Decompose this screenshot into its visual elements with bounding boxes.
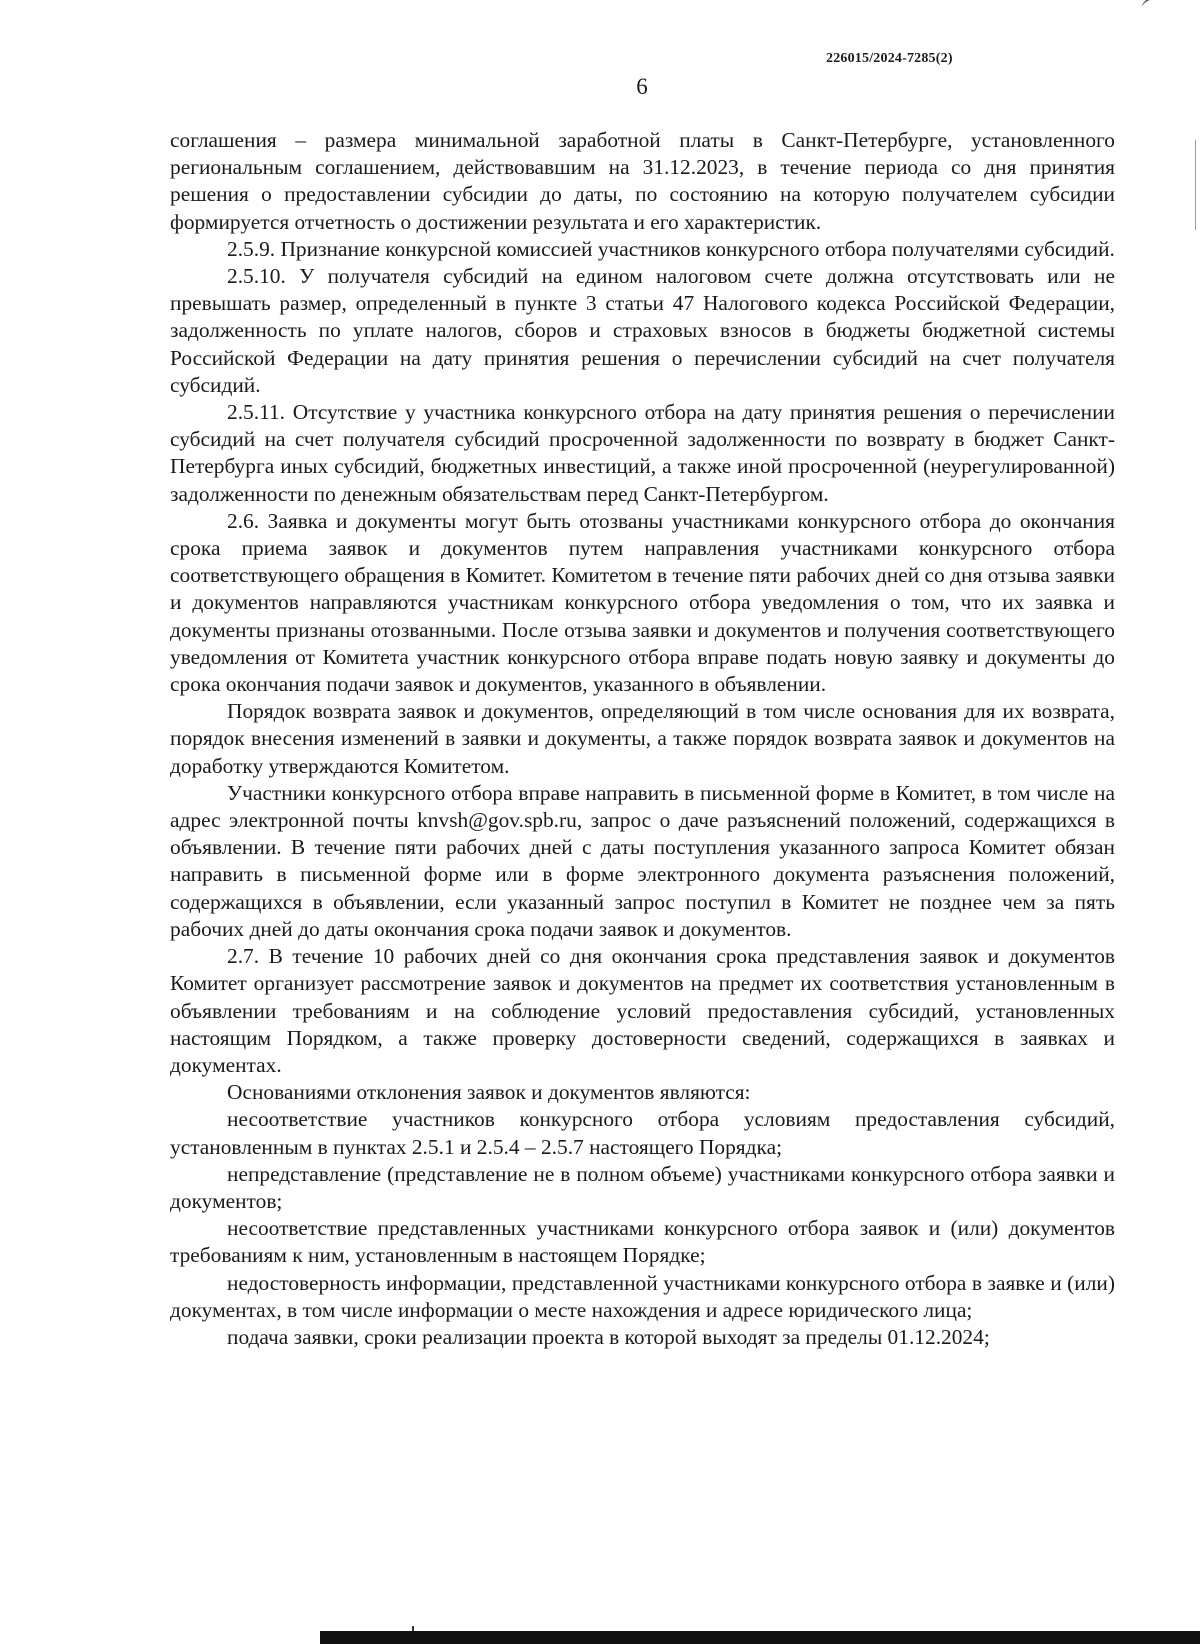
- rejection-ground-conditions: несоответствие участников конкурсного отбора условиям предоставления субсидий, установленным в пунктах 2.5.1 и 2.5.4 – 2.5.7 настоящего Порядка;: [170, 1107, 1115, 1159]
- scan-artifact-mark: [1140, 0, 1167, 14]
- paragraph-continuation: соглашения – размера минимальной заработной платы в Санкт-Петербурге, установленного региональным соглашением, действовавшим на 31.12.2023, в течение периода со дня принятия решения о предоставлении субсидии до даты, по состоянию на которую получателем субсидии формируется отчетность о достижении результата и его характеристик.: [170, 128, 1115, 234]
- rejection-ground-deadline: подача заявки, сроки реализации проекта в которой выходят за пределы 01.12.2024;: [227, 1324, 990, 1349]
- page-number: 6: [636, 74, 648, 99]
- paragraph-clarification-request: Участники конкурсного отбора вправе направить в письменной форме в Комитет, в том числе на адрес электронной почты knvsh@gov.spb.ru, запрос о даче разъяснений положений, содержащихся в объявлении. В течение пяти рабочих дней с даты поступления указанного запроса Комитет обязан направить в письменной форме или в форме электронного документа разъяснения положений, содержащихся в объявлении, если указанный запрос поступил в Комитет не позднее чем за пять рабочих дней до даты окончания срока подачи заявок и документов.: [170, 780, 1115, 941]
- paragraph-2-7: 2.7. В течение 10 рабочих дней со дня окончания срока представления заявок и документов Комитет организует рассмотрение заявок и документов на предмет их соответствия установленным в объявлении требованиям и на соблюдение условий предоставления субсидий, установленных настоящим Порядком, а также проверку достоверности сведений, содержащихся в заявках и документах.: [170, 944, 1115, 1077]
- document-body: [170, 127, 1115, 1351]
- paragraph-rejection-grounds-intro: Основаниями отклонения заявок и документов являются:: [227, 1080, 751, 1105]
- paragraph-return-procedure: Порядок возврата заявок и документов, определяющий в том числе основания для их возврата, порядок внесения изменений в заявки и документы, а также порядок возврата заявок и документов на доработку утверждаются Комитетом.: [170, 699, 1115, 778]
- rejection-ground-requirements: несоответствие представленных участниками конкурсного отбора заявок и (или) документов требованиям к ним, установленным в настоящем Порядке;: [170, 1216, 1115, 1268]
- paragraph-2-5-9: 2.5.9. Признание конкурсной комиссией участников конкурсного отбора получателями субсидий.: [227, 236, 1115, 261]
- scan-bottom-edge: [320, 1631, 1200, 1644]
- document-registration-number: 226015/2024-7285(2): [826, 51, 953, 66]
- paragraph-2-6: 2.6. Заявка и документы могут быть отозваны участниками конкурсного отбора до окончания срока приема заявок и документов путем направления участниками конкурсного отбора соответствующего обращения в Комитет. Комитетом в течение пяти рабочих дней со дня отзыва заявки и документов направляются участникам конкурсного отбора уведомления о том, что их заявка и документы признаны отозванными. После отзыва заявки и документов и получения соответствующего уведомления от Комитета участник конкурсного отбора вправе подать новую заявку и документы до срока окончания подачи заявок и документов, указанного в объявлении.: [170, 508, 1115, 697]
- paragraph-2-5-10: 2.5.10. У получателя субсидий на едином налоговом счете должна отсутствовать или не превышать размер, определенный в пункте 3 статьи 47 Налогового кодекса Российской Федерации, задолженность по уплате налогов, сборов и страховых взносов в бюджеты бюджетной системы Российской Федерации на дату принятия решения о перечислении субсидий на счет получателя субсидий.: [170, 264, 1115, 397]
- rejection-ground-unreliable-info: недостоверность информации, представленной участниками конкурсного отбора в заявке и (или) документах, в том числе информации о месте нахождения и адресе юридического лица;: [170, 1270, 1115, 1322]
- rejection-ground-incomplete: непредставление (представление не в полном объеме) участниками конкурсного отбора заявки и документов;: [170, 1161, 1115, 1213]
- paragraph-2-5-11: 2.5.11. Отсутствие у участника конкурсного отбора на дату принятия решения о перечислении субсидий на счет получателя субсидий просроченной задолженности по возврату в бюджет Санкт-Петербурга иных субсидий, бюджетных инвестиций, а также иной просроченной (неурегулированной) задолженности по денежным обязательствам перед Санкт-Петербургом.: [170, 400, 1115, 506]
- scan-edge-line: [1195, 140, 1196, 230]
